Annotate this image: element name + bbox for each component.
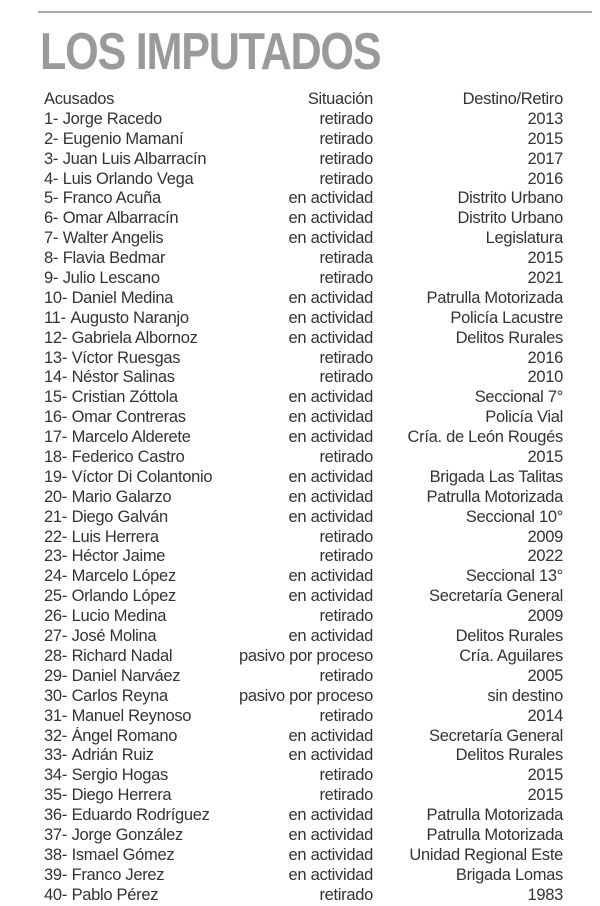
accused-name-cell xyxy=(44,388,213,408)
accused-name-cell xyxy=(44,866,213,886)
accused-name-cell xyxy=(44,368,213,388)
accused-name-cell xyxy=(44,408,213,428)
accused-name: Juan Luis Albarracín xyxy=(62,149,207,168)
destination-cell: Cría. Aguilares xyxy=(459,646,563,665)
accused-name: Marcelo Alderete xyxy=(71,428,191,447)
table-row xyxy=(0,408,600,428)
row-number: 17- xyxy=(44,428,67,447)
accused-name: Néstor Salinas xyxy=(71,368,175,387)
row-number: 39- xyxy=(44,865,67,884)
table-row xyxy=(0,687,600,707)
row-number: 18- xyxy=(44,448,67,467)
destination-cell: Patrulla Motorizada xyxy=(426,806,563,825)
destination-cell: Policía Vial xyxy=(485,408,563,427)
accused-name-cell xyxy=(44,746,213,766)
destination-cell: Secretaría General xyxy=(428,587,563,606)
accused-name: Julio Lescano xyxy=(62,269,160,288)
status-cell: en actividad xyxy=(288,189,373,208)
status-cell: retirado xyxy=(319,448,373,467)
row-number: 10- xyxy=(44,288,67,307)
status-cell: en actividad xyxy=(288,408,373,427)
accused-name: Ángel Romano xyxy=(71,726,178,745)
row-number: 15- xyxy=(44,388,67,407)
accused-name-cell xyxy=(44,189,213,209)
destination-cell: Brigada Las Talitas xyxy=(429,467,563,486)
accused-name: Víctor Ruesgas xyxy=(71,348,181,367)
destination-cell: Cría. de León Rougés xyxy=(407,428,563,447)
destination-cell: Delitos Rurales xyxy=(455,627,563,646)
table-row xyxy=(0,289,600,309)
status-cell: retirado xyxy=(319,129,373,148)
row-number: 26- xyxy=(44,607,67,626)
row-number: 29- xyxy=(44,666,67,685)
row-number: 16- xyxy=(44,408,67,427)
accused-name-cell xyxy=(44,547,213,567)
destination-cell: 2010 xyxy=(527,368,563,387)
destination-cell: 2009 xyxy=(527,607,563,626)
row-number: 40- xyxy=(44,885,67,904)
destination-cell: 2014 xyxy=(527,706,563,725)
destination-cell: Delitos Rurales xyxy=(455,328,563,347)
accused-name-cell xyxy=(44,826,213,846)
status-cell: en actividad xyxy=(288,328,373,347)
status-cell: retirado xyxy=(319,666,373,685)
table-row xyxy=(0,249,600,269)
accused-name: Ismael Gómez xyxy=(71,845,175,864)
status-cell: retirado xyxy=(319,527,373,546)
destination-cell: sin destino xyxy=(487,686,563,705)
destination-cell: 2022 xyxy=(527,547,563,566)
destination-cell: Legislatura xyxy=(485,229,563,248)
destination-cell: 2015 xyxy=(527,766,563,785)
accused-name-cell xyxy=(44,249,213,269)
status-cell: retirado xyxy=(319,786,373,805)
table-row xyxy=(0,170,600,190)
table-row xyxy=(0,886,600,906)
destination-cell: Seccional 7° xyxy=(474,388,563,407)
accused-name: Héctor Jaime xyxy=(71,547,166,566)
table-row xyxy=(0,667,600,687)
accused-table-body xyxy=(0,110,600,906)
accused-name-cell xyxy=(44,289,213,309)
status-cell: en actividad xyxy=(288,467,373,486)
row-number: 33- xyxy=(44,746,67,765)
accused-name-cell xyxy=(44,229,213,249)
status-cell: retirado xyxy=(319,169,373,188)
status-cell: en actividad xyxy=(288,726,373,745)
accused-name-cell xyxy=(44,766,213,786)
row-number: 12- xyxy=(44,328,67,347)
destination-cell: 2013 xyxy=(527,109,563,128)
table-row xyxy=(0,647,600,667)
table-row xyxy=(0,150,600,170)
destination-cell: 2015 xyxy=(527,786,563,805)
row-number: 20- xyxy=(44,487,67,506)
table-row xyxy=(0,448,600,468)
column-header-situacion: Situación xyxy=(307,90,373,108)
table-row xyxy=(0,547,600,567)
accused-name-cell xyxy=(44,528,213,548)
row-number: 1- xyxy=(44,109,59,128)
table-row xyxy=(0,727,600,747)
accused-name-cell xyxy=(44,130,213,150)
row-number: 7- xyxy=(44,229,59,248)
accused-name: Walter Angelis xyxy=(62,229,164,248)
destination-cell: Policía Lacustre xyxy=(450,308,563,327)
status-cell: en actividad xyxy=(288,487,373,506)
row-number: 30- xyxy=(44,686,67,705)
table-row xyxy=(0,329,600,349)
table-row xyxy=(0,567,600,587)
accused-name: Diego Herrera xyxy=(71,786,172,805)
row-number: 13- xyxy=(44,348,67,367)
status-cell: en actividad xyxy=(288,229,373,248)
table-row xyxy=(0,786,600,806)
accused-name: Franco Jerez xyxy=(71,865,165,884)
status-cell: pasivo por proceso xyxy=(238,646,373,665)
accused-name-cell xyxy=(44,707,213,727)
accused-name: Sergio Hogas xyxy=(71,766,168,785)
accused-name: Omar Albarracín xyxy=(62,209,179,228)
row-number: 35- xyxy=(44,786,67,805)
status-cell: en actividad xyxy=(288,567,373,586)
destination-cell: 2015 xyxy=(527,129,563,148)
destination-cell: Secretaría General xyxy=(428,726,563,745)
destination-cell: 2015 xyxy=(527,448,563,467)
row-number: 4- xyxy=(44,169,59,188)
table-row xyxy=(0,746,600,766)
status-cell: en actividad xyxy=(288,587,373,606)
table-row xyxy=(0,468,600,488)
accused-name: Marcelo López xyxy=(71,567,176,586)
table-row xyxy=(0,189,600,209)
row-number: 5- xyxy=(44,189,59,208)
destination-cell: 2009 xyxy=(527,527,563,546)
status-cell: en actividad xyxy=(288,845,373,864)
status-cell: retirado xyxy=(319,109,373,128)
row-number: 34- xyxy=(44,766,67,785)
accused-name: Cristian Zóttola xyxy=(71,388,178,407)
destination-cell: Delitos Rurales xyxy=(455,746,563,765)
table-row xyxy=(0,269,600,289)
table-row xyxy=(0,130,600,150)
accused-name: Adrián Ruiz xyxy=(71,746,154,765)
status-cell: retirado xyxy=(319,149,373,168)
table-row xyxy=(0,587,600,607)
accused-name: Daniel Narváez xyxy=(71,666,181,685)
accused-name: Federico Castro xyxy=(71,448,185,467)
row-number: 8- xyxy=(44,249,59,268)
destination-cell: 1983 xyxy=(527,885,563,904)
status-cell: retirado xyxy=(319,607,373,626)
accused-name-cell xyxy=(44,329,213,349)
row-number: 37- xyxy=(44,825,67,844)
accused-name: Omar Contreras xyxy=(71,408,186,427)
accused-name-cell xyxy=(44,448,213,468)
accused-name-cell xyxy=(44,667,213,687)
destination-cell: Seccional 10° xyxy=(465,507,563,526)
row-number: 27- xyxy=(44,627,67,646)
status-cell: en actividad xyxy=(288,209,373,228)
destination-cell: 2016 xyxy=(527,169,563,188)
destination-cell: 2005 xyxy=(527,666,563,685)
row-number: 19- xyxy=(44,467,67,486)
page-title: LOS IMPUTADOS xyxy=(40,23,381,81)
table-row xyxy=(0,846,600,866)
table-row xyxy=(0,229,600,249)
table-row xyxy=(0,110,600,130)
accused-name: Víctor Di Colantonio xyxy=(71,467,213,486)
table-row xyxy=(0,627,600,647)
table-row xyxy=(0,866,600,886)
accused-name: Diego Galván xyxy=(71,507,168,526)
accused-name-cell xyxy=(44,587,213,607)
top-divider xyxy=(38,11,592,13)
row-number: 14- xyxy=(44,368,67,387)
destination-cell: Seccional 13° xyxy=(465,567,563,586)
accused-name: Luis Herrera xyxy=(71,527,159,546)
accused-name: Richard Nadal xyxy=(71,646,173,665)
status-cell: retirado xyxy=(319,269,373,288)
destination-cell: 2016 xyxy=(527,348,563,367)
destination-cell: Patrulla Motorizada xyxy=(426,487,563,506)
table-row xyxy=(0,209,600,229)
destination-cell: Distrito Urbano xyxy=(457,209,563,228)
accused-name: Carlos Reyna xyxy=(71,686,168,705)
status-cell: en actividad xyxy=(288,627,373,646)
accused-name-cell xyxy=(44,627,213,647)
accused-name-cell xyxy=(44,607,213,627)
status-cell: en actividad xyxy=(288,308,373,327)
accused-name: Orlando López xyxy=(71,587,176,606)
status-cell: retirado xyxy=(319,547,373,566)
table-row xyxy=(0,528,600,548)
accused-name: Manuel Reynoso xyxy=(71,706,192,725)
status-cell: retirada xyxy=(319,249,373,268)
row-number: 21- xyxy=(44,507,67,526)
table-row xyxy=(0,826,600,846)
accused-name: Lucio Medina xyxy=(71,607,167,626)
accused-name-cell xyxy=(44,647,213,667)
destination-cell: Distrito Urbano xyxy=(457,189,563,208)
status-cell: retirado xyxy=(319,348,373,367)
accused-name-cell xyxy=(44,886,213,906)
table-row xyxy=(0,766,600,786)
accused-name: Jorge González xyxy=(71,825,183,844)
status-cell: retirado xyxy=(319,706,373,725)
status-cell: pasivo por proceso xyxy=(238,686,373,705)
row-number: 38- xyxy=(44,845,67,864)
accused-name-cell xyxy=(44,567,213,587)
accused-name-cell xyxy=(44,786,213,806)
accused-name: Luis Orlando Vega xyxy=(62,169,194,188)
row-number: 31- xyxy=(44,706,67,725)
accused-name-cell xyxy=(44,727,213,747)
accused-name-cell xyxy=(44,428,213,448)
table-row xyxy=(0,806,600,826)
accused-name-cell xyxy=(44,309,213,329)
accused-name: Franco Acuña xyxy=(62,189,161,208)
status-cell: retirado xyxy=(319,368,373,387)
accused-name-cell xyxy=(44,269,213,289)
accused-name-cell xyxy=(44,170,213,190)
accused-name: Jorge Racedo xyxy=(62,109,162,128)
column-header-destino: Destino/Retiro xyxy=(462,90,563,108)
row-number: 3- xyxy=(44,149,59,168)
table-row xyxy=(0,428,600,448)
accused-name-cell xyxy=(44,150,213,170)
column-header-acusados: Acusados xyxy=(44,90,115,108)
table-row xyxy=(0,508,600,528)
destination-cell: Brigada Lomas xyxy=(455,865,563,884)
status-cell: en actividad xyxy=(288,388,373,407)
accused-name: Flavia Bedmar xyxy=(62,249,166,268)
accused-name-cell xyxy=(44,846,213,866)
status-cell: en actividad xyxy=(288,507,373,526)
accused-name: Daniel Medina xyxy=(71,288,174,307)
table-row xyxy=(0,488,600,508)
table-row xyxy=(0,309,600,329)
table-header-row xyxy=(0,90,600,110)
row-number: 9- xyxy=(44,269,59,288)
accused-name-cell xyxy=(44,806,213,826)
status-cell: retirado xyxy=(319,766,373,785)
accused-table xyxy=(0,90,600,906)
row-number: 6- xyxy=(44,209,59,228)
row-number: 24- xyxy=(44,567,67,586)
row-number: 11- xyxy=(44,308,66,327)
accused-name: José Molina xyxy=(71,627,157,646)
row-number: 28- xyxy=(44,646,67,665)
status-cell: en actividad xyxy=(288,825,373,844)
destination-cell: 2015 xyxy=(527,249,563,268)
destination-cell: Patrulla Motorizada xyxy=(426,825,563,844)
destination-cell: Unidad Regional Este xyxy=(409,845,563,864)
status-cell: retirado xyxy=(319,885,373,904)
table-row xyxy=(0,388,600,408)
accused-name: Mario Galarzo xyxy=(71,487,172,506)
accused-name-cell xyxy=(44,508,213,528)
destination-cell: 2017 xyxy=(527,149,563,168)
accused-name-cell xyxy=(44,488,213,508)
accused-name: Pablo Pérez xyxy=(71,885,159,904)
accused-name-cell xyxy=(44,349,213,369)
destination-cell: Patrulla Motorizada xyxy=(426,288,563,307)
row-number: 32- xyxy=(44,726,67,745)
accused-name-cell xyxy=(44,110,213,130)
status-cell: en actividad xyxy=(288,746,373,765)
accused-name: Eduardo Rodríguez xyxy=(71,806,210,825)
accused-name-cell xyxy=(44,468,213,488)
row-number: 22- xyxy=(44,527,67,546)
row-number: 23- xyxy=(44,547,67,566)
accused-name-cell xyxy=(44,687,213,707)
status-cell: en actividad xyxy=(288,428,373,447)
destination-cell: 2021 xyxy=(527,269,563,288)
row-number: 25- xyxy=(44,587,67,606)
status-cell: en actividad xyxy=(288,806,373,825)
status-cell: en actividad xyxy=(288,865,373,884)
accused-name: Gabriela Albornoz xyxy=(71,328,198,347)
table-row xyxy=(0,368,600,388)
accused-name-cell xyxy=(44,209,213,229)
row-number: 36- xyxy=(44,806,67,825)
table-row xyxy=(0,707,600,727)
accused-name: Augusto Naranjo xyxy=(70,308,189,327)
row-number: 2- xyxy=(44,129,59,148)
accused-name: Eugenio Mamaní xyxy=(62,129,184,148)
table-row xyxy=(0,349,600,369)
table-row xyxy=(0,607,600,627)
status-cell: en actividad xyxy=(288,288,373,307)
